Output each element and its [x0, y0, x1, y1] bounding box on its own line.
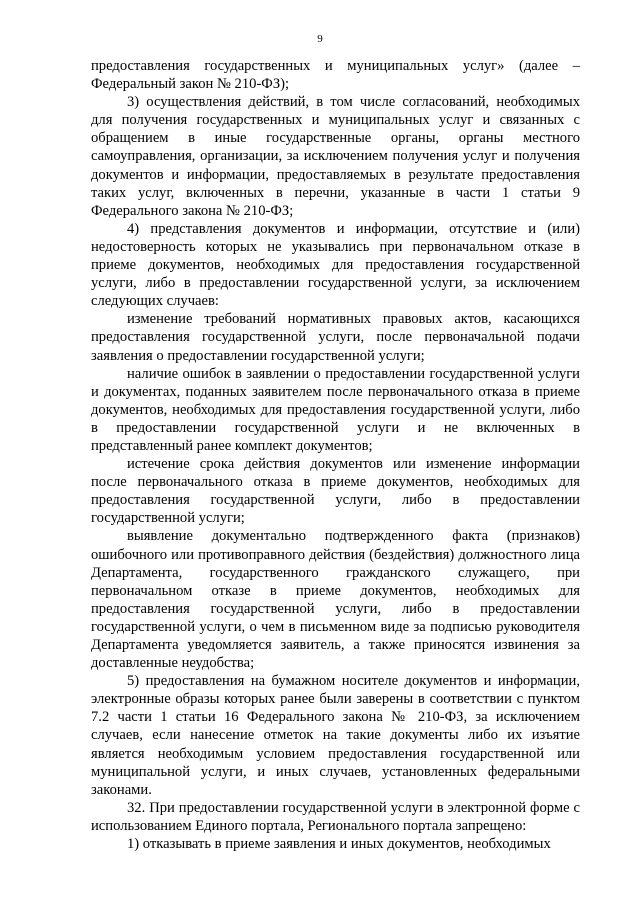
page-number: 9	[317, 33, 323, 45]
paragraph: изменение требований нормативных правовых актов, касающихся предоставления государственной услуги, после первоначальной подачи заявления о предоставлении государственной услуги;	[91, 311, 580, 364]
paragraph: 1) отказывать в приеме заявления и иных документов, необходимых	[127, 836, 551, 853]
document-body	[91, 57, 580, 853]
paragraph: 3) осуществления действий, в том числе согласований, необходимых для получения государственных и муниципальных услуг и связанных с обращением в иные государственные органы, органы местного самоуправления, организации, за исключением получения услуг и получения документов и информации, предоставляемых в результате предоставления таких услуг, включенных в перечни, указанные в части 1 статьи 9 Федерального закона № 210-ФЗ;	[91, 94, 580, 219]
paragraph: наличие ошибок в заявлении о предоставлении государственной услуги и документах, поданных заявителем после первоначального отказа в приеме документов, необходимых для предоставления государственной услуги, либо в предоставлении государственной услуги и не включенных в представленный ранее комплект документов;	[91, 365, 580, 454]
paragraph: предоставления государственных и муниципальных услуг» (далее – Федеральный закон № 210-ФЗ);	[91, 58, 580, 93]
paragraph: 32. При предоставлении государственной услуги в электронной форме с использованием Единого портала, Регионального портала запрещено:	[91, 799, 580, 834]
paragraph: выявление документально подтвержденного факта (признаков) ошибочного или противоправного действия (бездействия) должностного лица Департамента, государственного гражданского служащего, при первоначальном отказе в приеме документов, необходимых для предоставления государственной услуги, либо в предоставлении государственной услуги, о чем в письменном виде за подписью руководителя Департамента уведомляется заявитель, а также приносятся извинения за доставленные неудобства;	[91, 528, 580, 672]
paragraph: 4) представления документов и информации, отсутствие и (или) недостоверность которых не указывались при первоначальном отказе в приеме документов, необходимых для предоставления государственной услуги, либо в предоставлении государственной услуги, за исключением следующих случаев:	[91, 220, 580, 310]
paragraph: 5) предоставления на бумажном носителе документов и информации, электронные образы которых ранее были заверены в соответствии с пунктом 7.2 части 1 статьи 16 Федерального закона № 210-ФЗ, за исключением случаев, если нанесение отметок на такие документы либо их изъятие является необходимым условием предоставления государственной или муниципальной услуги, и иных случаев, установленных федеральными законами.	[91, 673, 580, 798]
paragraph: истечение срока действия документов или изменение информации после первоначального отказа в приеме документов, необходимых для предоставления государственной услуги, либо в предоставлении государственной услуги;	[91, 456, 580, 527]
